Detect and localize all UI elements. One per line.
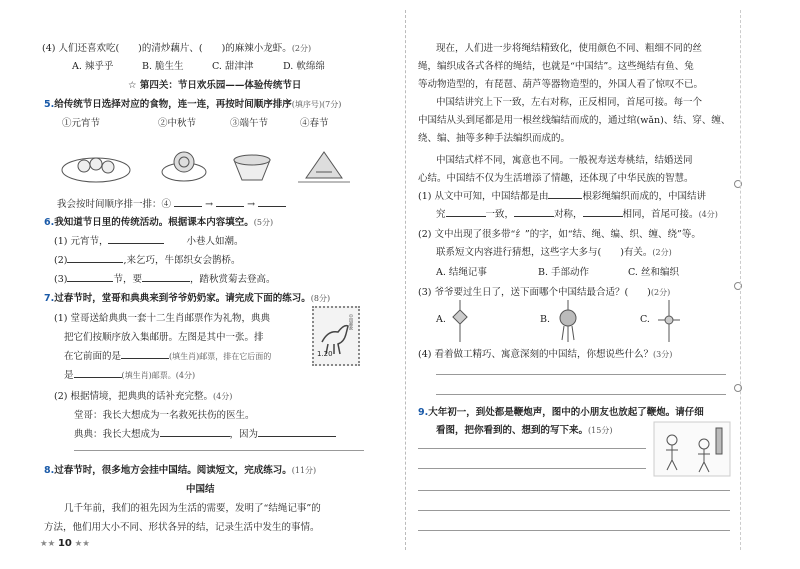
- rq4-line: (4) 看着做工精巧、寓意深刻的中国结，你想说些什么？(3分): [418, 349, 673, 360]
- dumpling-bowl-icon: [234, 155, 270, 180]
- rq3-line: (3) 爷爷要过生日了，送下面哪个中国结最合适？( )(2分): [418, 287, 671, 298]
- p3-line-a: 中国结讲究上下一致，左右对称，正反相同，首尾可接。每一个: [436, 97, 703, 108]
- q9-line-1: [418, 448, 646, 449]
- q5-option-1: ①元宵节: [62, 118, 101, 129]
- rq2-option-b: B. 手部动作: [538, 267, 590, 278]
- p4-line-b: 心结。中国结不仅为生活增添了情趣，还体现了中华民族的智慧。: [418, 173, 694, 184]
- q9-prompt-b: 看图，把你看到的、想到的写下来。(15分): [436, 425, 613, 436]
- star-icon: ★★: [74, 539, 90, 549]
- p2-line-b: 绳，编织成各式各样的绳结，也就是“中国结”。这些绳结有鱼、兔: [418, 61, 694, 72]
- p2-line-a: 现在，人们进一步将绳结精致化，使用颜色不同、粗细不同的丝: [436, 43, 703, 54]
- knot-c-icon: [656, 300, 682, 342]
- q4-option-b: B. 脆生生: [142, 61, 184, 72]
- rq3-option-c: C.: [640, 314, 650, 325]
- q5-order: 我会按时间顺序排一排：④ → →: [57, 196, 286, 210]
- q7-prompt: 7.过春节时，堂哥和典典来到爷爷奶奶家。请完成下面的练习。(8分): [44, 293, 331, 304]
- mooncake-icon: [162, 152, 206, 181]
- q5-option-4: ④春节: [300, 118, 329, 129]
- q7-1-line-b: 把它们按顺序放入集邮册。左图是其中一张。排: [64, 332, 264, 343]
- q6-prompt: 6.我知道节日里的传统活动。根据课本内容填空。(5分): [44, 217, 274, 228]
- rq3-option-b: B.: [540, 314, 551, 325]
- q7-tang-line: 堂哥：我长大想成为一名救死扶伤的医生。: [74, 410, 255, 421]
- q8-paragraph-1b: 方法，他们用大小不同、形状各异的结，记录生活中发生的事情。: [44, 522, 320, 533]
- q4-option-c: C. 甜津津: [212, 61, 254, 72]
- q6-line-1: (1) 元宵节， 小巷人如潮。: [54, 236, 244, 247]
- q5-option-2: ②中秋节: [158, 118, 197, 129]
- rq2-line-b: 联系短文内容进行猜想，这些字大多与( )有关。(2分): [436, 247, 672, 258]
- rq2-option-c: C. 丝和编织: [628, 267, 679, 278]
- rq2-option-a: A. 结绳记事: [436, 267, 487, 278]
- q7-answer-line: [74, 450, 364, 451]
- q7-2-line: (2) 根据情境，把典典的话补充完整。(4分): [54, 391, 233, 402]
- q7-1-line-d: 是 (填生肖)邮票。(4分): [64, 370, 196, 381]
- q5-prompt: 5.给传统节日选择对应的食物，连一连，再按时间顺序排序(填序号)(7分): [44, 99, 342, 110]
- zongzi-icon: [298, 152, 350, 182]
- tangyuan-plate-icon: [62, 158, 130, 182]
- star-icon: ★★: [40, 539, 56, 549]
- q8-paragraph-1a: 几千年前，我们的祖先因为生活的需要，发明了“结绳记事”的: [64, 503, 321, 514]
- q9-line-3: [418, 490, 730, 491]
- p2-line-c: 等动物造型的，有琵琶、葫芦等器物造型的，外国人看了惊叹不已。: [418, 79, 704, 90]
- horse-stamp: [312, 306, 360, 366]
- page-divider: [405, 10, 406, 550]
- q6-line-2: (2) ,来乞巧，牛郎织女会鹊桥。: [54, 255, 241, 266]
- binding-edge: [740, 10, 741, 550]
- q4-option-d: D. 軟绵绵: [283, 61, 325, 72]
- rq3-option-a: A.: [436, 314, 446, 325]
- rq4-answer-line-2: [436, 394, 726, 395]
- stamp-label: 中国邮政: [349, 314, 354, 330]
- page-number: 10: [57, 538, 72, 549]
- q9-prompt-a: 9.大年初一，到处都是鞭炮声，图中的小朋友也放起了鞭炮。请仔细: [418, 407, 704, 418]
- knot-a-icon: [452, 300, 468, 342]
- knot-b-icon: [556, 300, 580, 342]
- p3-line-c: 绕、编、抽等多种手法编织而成的。: [418, 133, 571, 144]
- q7-1-line-a: (1) 堂哥送給典典一套十二生肖邮票作为礼物，典典: [54, 313, 270, 324]
- p3-line-b: 中国结从头到尾都是用一根丝线编结而成的，通过绾(wǎn)、结、穿、缠、: [418, 115, 731, 126]
- page-number-area: [40, 538, 90, 549]
- stamp-value: 1.20: [317, 350, 333, 358]
- rq1-line-a: (1) 从文中可知，中国结都是由 根彩绳编织而成的，中国结讲: [418, 191, 706, 202]
- q8-title: 中国结: [186, 484, 215, 495]
- rq2-line-a: (2) 文中出现了很多带“纟”的字，如“结、绳、编、织、缠、绕”等。: [418, 229, 701, 240]
- q9-line-2: [418, 468, 646, 469]
- q7-1-line-c: 在它前面的是 (填生肖)邮票，排在它后面的: [64, 351, 272, 362]
- q5-option-3: ③端午节: [230, 118, 269, 129]
- festival-food-illustrations: [54, 142, 354, 192]
- rq4-answer-line-1: [436, 374, 726, 375]
- q4-line: (4) 人们还喜欢吃( )的清炒藕片、( )的麻辣小龙虾。(2分): [42, 43, 312, 54]
- children-firecracker-illustration: [652, 420, 732, 478]
- q9-line-4: [418, 510, 730, 511]
- p4-line-a: 中国结式样不同，寓意也不同。一般祝寿送寿桃结，结婚送同: [436, 155, 693, 166]
- q9-line-5: [418, 530, 730, 531]
- q4-option-a: A. 辣乎乎: [72, 61, 114, 72]
- q8-prompt: 8.过春节时，很多地方会挂中国结。阅读短文，完成练习。(11分): [44, 465, 317, 476]
- section-title: ☆ 第四关：节日欢乐园——体验传统节日: [128, 80, 302, 91]
- q6-line-3: (3) 节，要 ，踏秋赏菊去登高。: [54, 274, 276, 285]
- q7-dian-line: 典典：我长大想成为 ，因为: [74, 426, 336, 440]
- rq1-line-b: 究 一致， 对称， 相同，首尾可接。(4分): [436, 209, 718, 220]
